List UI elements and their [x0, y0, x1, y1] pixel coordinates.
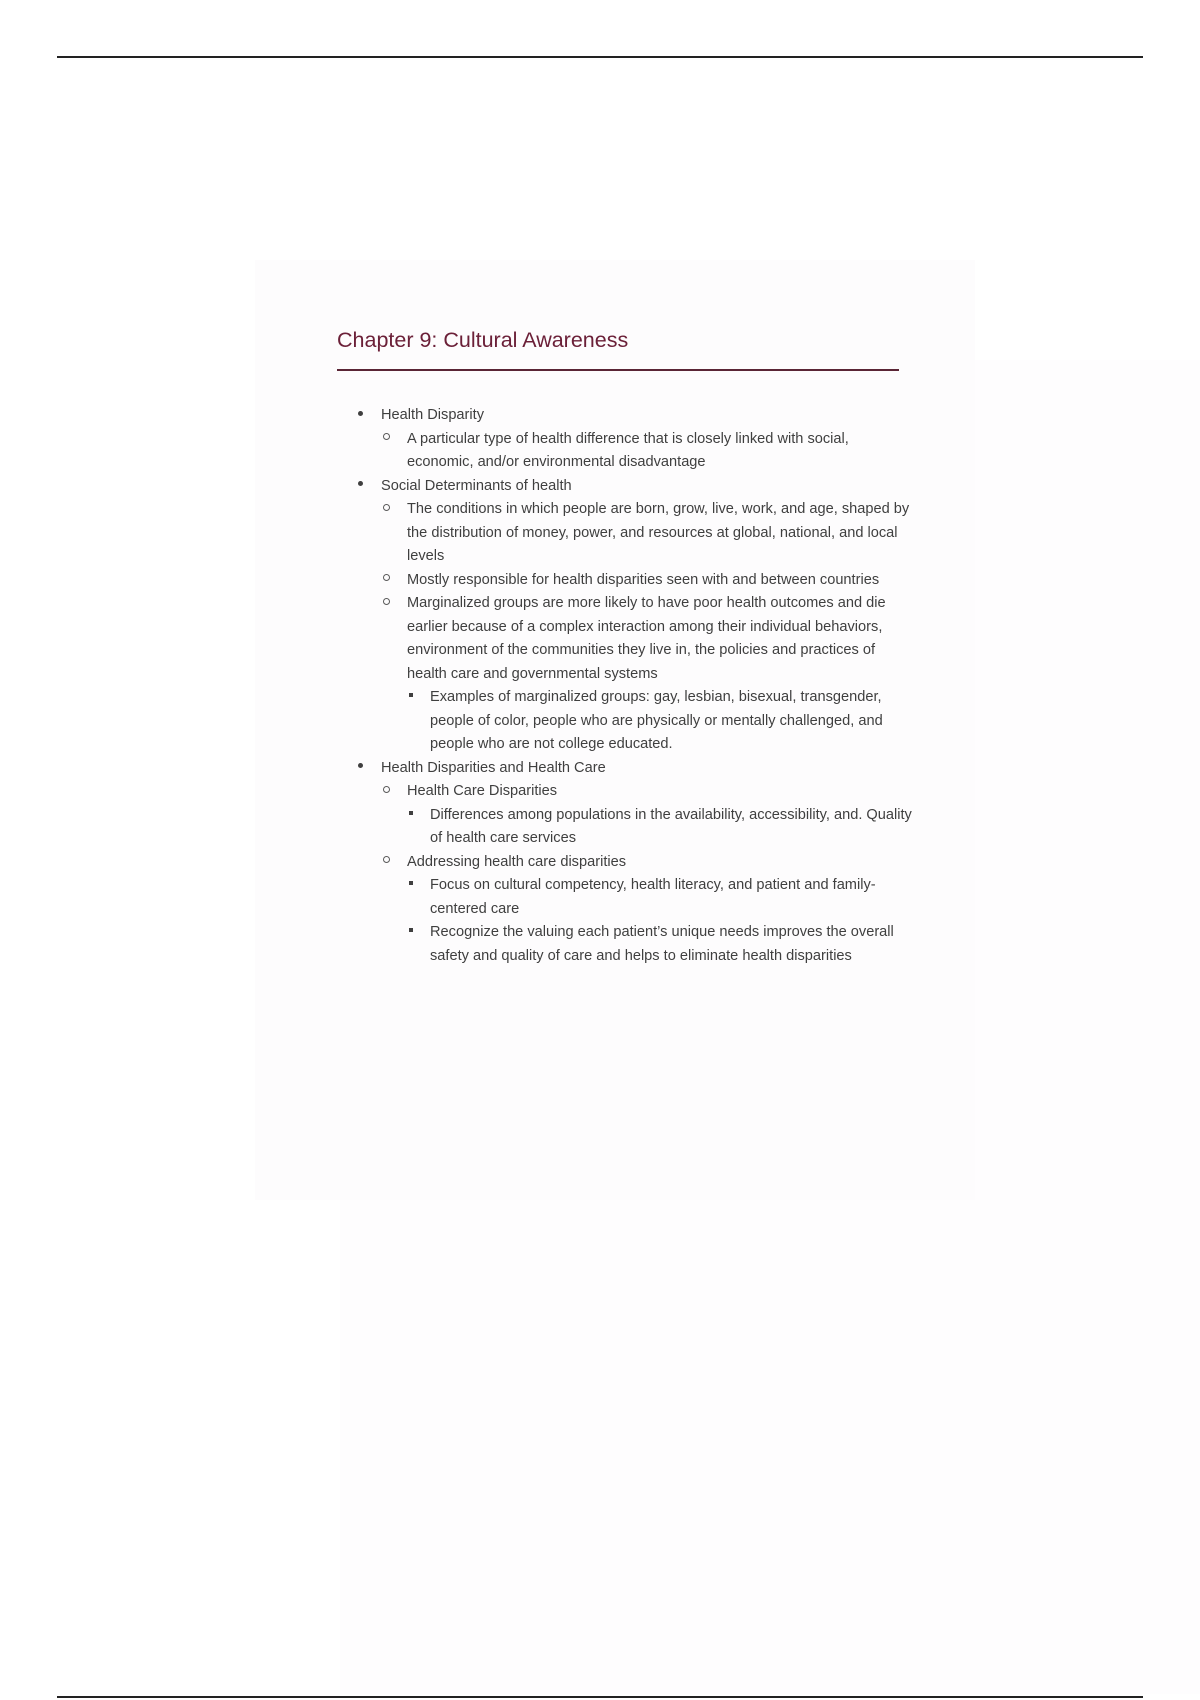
section-item: [355, 404, 915, 475]
chapter-title: Chapter 9: Cultural Awareness: [337, 328, 629, 352]
detail-list: [407, 686, 915, 757]
section-item: [355, 475, 915, 757]
point-text: Health Care Disparities: [407, 783, 558, 799]
section-item: [355, 757, 915, 969]
point-text: The conditions in which people are born, grow, live, work, and age, shaped by the distribution of money, power, and resources at global, national, and local levels: [407, 501, 910, 564]
bullet-disc-icon: [355, 475, 375, 499]
detail-item: [407, 874, 915, 921]
detail-text: Recognize the valuing each patient’s unique needs improves the overall safety and quality of care and helps to eliminate health disparities: [430, 924, 894, 964]
title-underline: [337, 369, 899, 371]
point-list: [381, 780, 915, 968]
bullet-circle-icon: [381, 851, 401, 875]
section-heading: Health Disparity: [381, 407, 485, 423]
bullet-square-icon: [407, 874, 427, 898]
point-list: [381, 428, 915, 475]
bullet-disc-icon: [355, 757, 375, 781]
section-heading: Social Determinants of health: [381, 477, 572, 494]
bullet-square-icon: [407, 686, 427, 710]
point-item: [381, 780, 915, 851]
document-image-shade: [975, 360, 1200, 1200]
point-text: Mostly responsible for health disparities seen with and between countries: [407, 571, 880, 588]
point-item: [381, 851, 915, 969]
bullet-circle-icon: [381, 428, 401, 452]
point-list: [381, 498, 915, 757]
bullet-square-icon: [407, 921, 427, 945]
detail-list: [407, 874, 915, 968]
point-item: [381, 428, 915, 475]
point-text: A particular type of health difference that is closely linked with social, economic, and/or environmental disadvantage: [407, 430, 849, 470]
detail-text: Focus on cultural competency, health literacy, and patient and family-centered care: [430, 877, 876, 917]
point-item: [381, 498, 915, 569]
detail-item: [407, 921, 915, 968]
detail-text: Examples of marginalized groups: gay, lesbian, bisexual, transgender, people of color, people who are physically or mentally challenged, and people who are not college educated.: [430, 689, 883, 752]
point-text: Addressing health care disparities: [407, 853, 627, 870]
bullet-circle-icon: [381, 569, 401, 593]
bullet-disc-icon: [355, 404, 375, 428]
detail-list: [407, 804, 915, 851]
bullet-circle-icon: [381, 780, 401, 804]
notes-outline: [355, 404, 915, 968]
page-bottom-rule: [57, 1696, 1143, 1698]
detail-text: Differences among populations in the availability, accessibility, and. Quality of health care services: [430, 806, 912, 846]
bullet-circle-icon: [381, 498, 401, 522]
bullet-circle-icon: [381, 592, 401, 616]
section-heading: Health Disparities and Health Care: [381, 759, 606, 776]
point-item: [381, 592, 915, 757]
point-text: Marginalized groups are more likely to have poor health outcomes and die earlier because of a complex interaction among their individual behaviors, environment of the communities they live in, the policies and practices of health care and governmental systems: [407, 595, 886, 682]
page-top-rule: [57, 56, 1143, 58]
section-list: [355, 404, 915, 968]
point-item: [381, 569, 915, 593]
detail-item: [407, 686, 915, 757]
detail-item: [407, 804, 915, 851]
document-image-shade-lower: [340, 1200, 1200, 1694]
bullet-square-icon: [407, 804, 427, 828]
